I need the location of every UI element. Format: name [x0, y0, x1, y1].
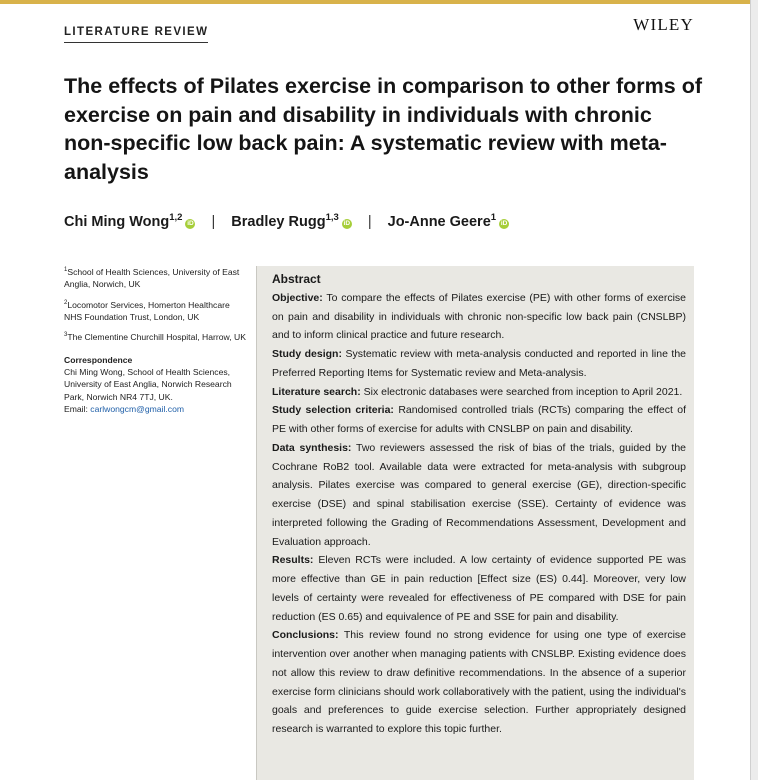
scrollbar-track[interactable] — [750, 0, 758, 780]
author-name[interactable]: Jo-Anne Geere — [387, 213, 491, 230]
affiliation-item: $^3$The Clementine Churchill Hospital, Harrow, UK — [64, 332, 246, 343]
abstract-heading: Abstract — [272, 272, 321, 286]
orcid-icon[interactable]: iD — [500, 219, 508, 227]
window-top-border — [0, 0, 758, 4]
correspondence-heading: Correspondence — [64, 354, 133, 365]
author-name[interactable]: Chi Ming Wong — [64, 213, 170, 230]
affiliation-item: $^2$Locomotor Services, Homerton Healthcare NHS Foundation Trust, London, UK — [64, 299, 230, 322]
orcid-icon[interactable]: iD — [187, 219, 194, 227]
author-name[interactable]: Bradley Rugg — [231, 213, 326, 230]
email-link[interactable]: carlwongcm@gmail.com — [90, 404, 185, 415]
abstract-selection-criteria: Study selection criteria: Randomised controlled trials (RCTs) comparing the effect of PE with other forms of exercise for adults with CNSLBP on pain and disability. — [272, 404, 687, 435]
section-label: LITERATURE REVIEW — [64, 26, 208, 43]
article-title: The effects of Pilates exercise in comparison to other forms of exercise on pain and disability in individuals with chronic non-specific low back pain: A systematic review with meta-analysis — [64, 74, 702, 184]
author-affil-sup: 1,3 — [325, 212, 339, 223]
correspondence-body: Chi Ming Wong, School of Health Sciences, University of East Anglia, Norwich Research Park, Norwich NR4 7TJ, UK. — [64, 367, 232, 402]
author-separator: | — [211, 213, 216, 230]
abstract-panel — [256, 266, 694, 780]
abstract-conclusions: Conclusions: This review found no strong evidence for using one type of exercise intervention over another when managing patients with CNSLBP. Existing evidence does not allow this review to draw definitive recommendations. In the absence of a superior exercise form clinicians should work collaboratively with the patient, using the individual's goals and preferences to guide exercise selection. Further appropriately designed research is warranted to explore this topic further. — [272, 629, 686, 735]
orcid-icon[interactable]: iD — [343, 219, 351, 227]
author-separator: | — [367, 213, 372, 230]
abstract-data-synthesis: Data synthesis: Two reviewers assessed the risk of bias of the trials, guided by the Cochrane RoB2 tool. Available data were extracted for meta-analysis with subgroup analysis. Pilates exercise was compared to general exercise (GE), direction-specific exercise (DSE) and spinal stabilisation exercise (SSE). Certainty of evidence was interpreted following the Grading of Recommendations Assessment, Development and Evaluation approach. — [272, 441, 686, 548]
correspondence-email: Email: carlwongcm@gmail.com — [64, 404, 185, 415]
abstract-objective: Objective: To compare the effects of Pilates exercise (PE) with other forms of exercise on pain and disability in individuals with chronic non-specific low back pain (CNSLBP) and to inform clinical practice and future research. — [272, 291, 686, 342]
affiliation-item: $^1$School of Health Sciences, University of East Anglia, Norwich, UK — [64, 266, 240, 290]
publisher-logo: WILEY — [633, 15, 694, 34]
affiliations-column — [64, 264, 246, 416]
abstract-results: Results: Eleven RCTs were included. A low certainty of evidence supported PE was more effective than GE in pain reduction [Effect size (ES) 0.44]. Moreover, very low levels of certainty were revealed for effectiveness of PE compared with DSE for pain reduction (ES 0.65) and equivalence of PE and SSE for pain and disability. — [272, 554, 686, 623]
author-affil-sup: 1 — [490, 212, 497, 223]
abstract-study-design: Study design: Systematic review with meta-analysis conducted and reported in line the Preferred Reporting Items for Systematic review and Meta-analysis. — [272, 348, 686, 379]
abstract-literature-search: Literature search: Six electronic databases were searched from inception to April 2021. — [272, 385, 683, 398]
author-affil-sup: 1,2 — [169, 212, 183, 223]
author-list — [64, 212, 704, 230]
